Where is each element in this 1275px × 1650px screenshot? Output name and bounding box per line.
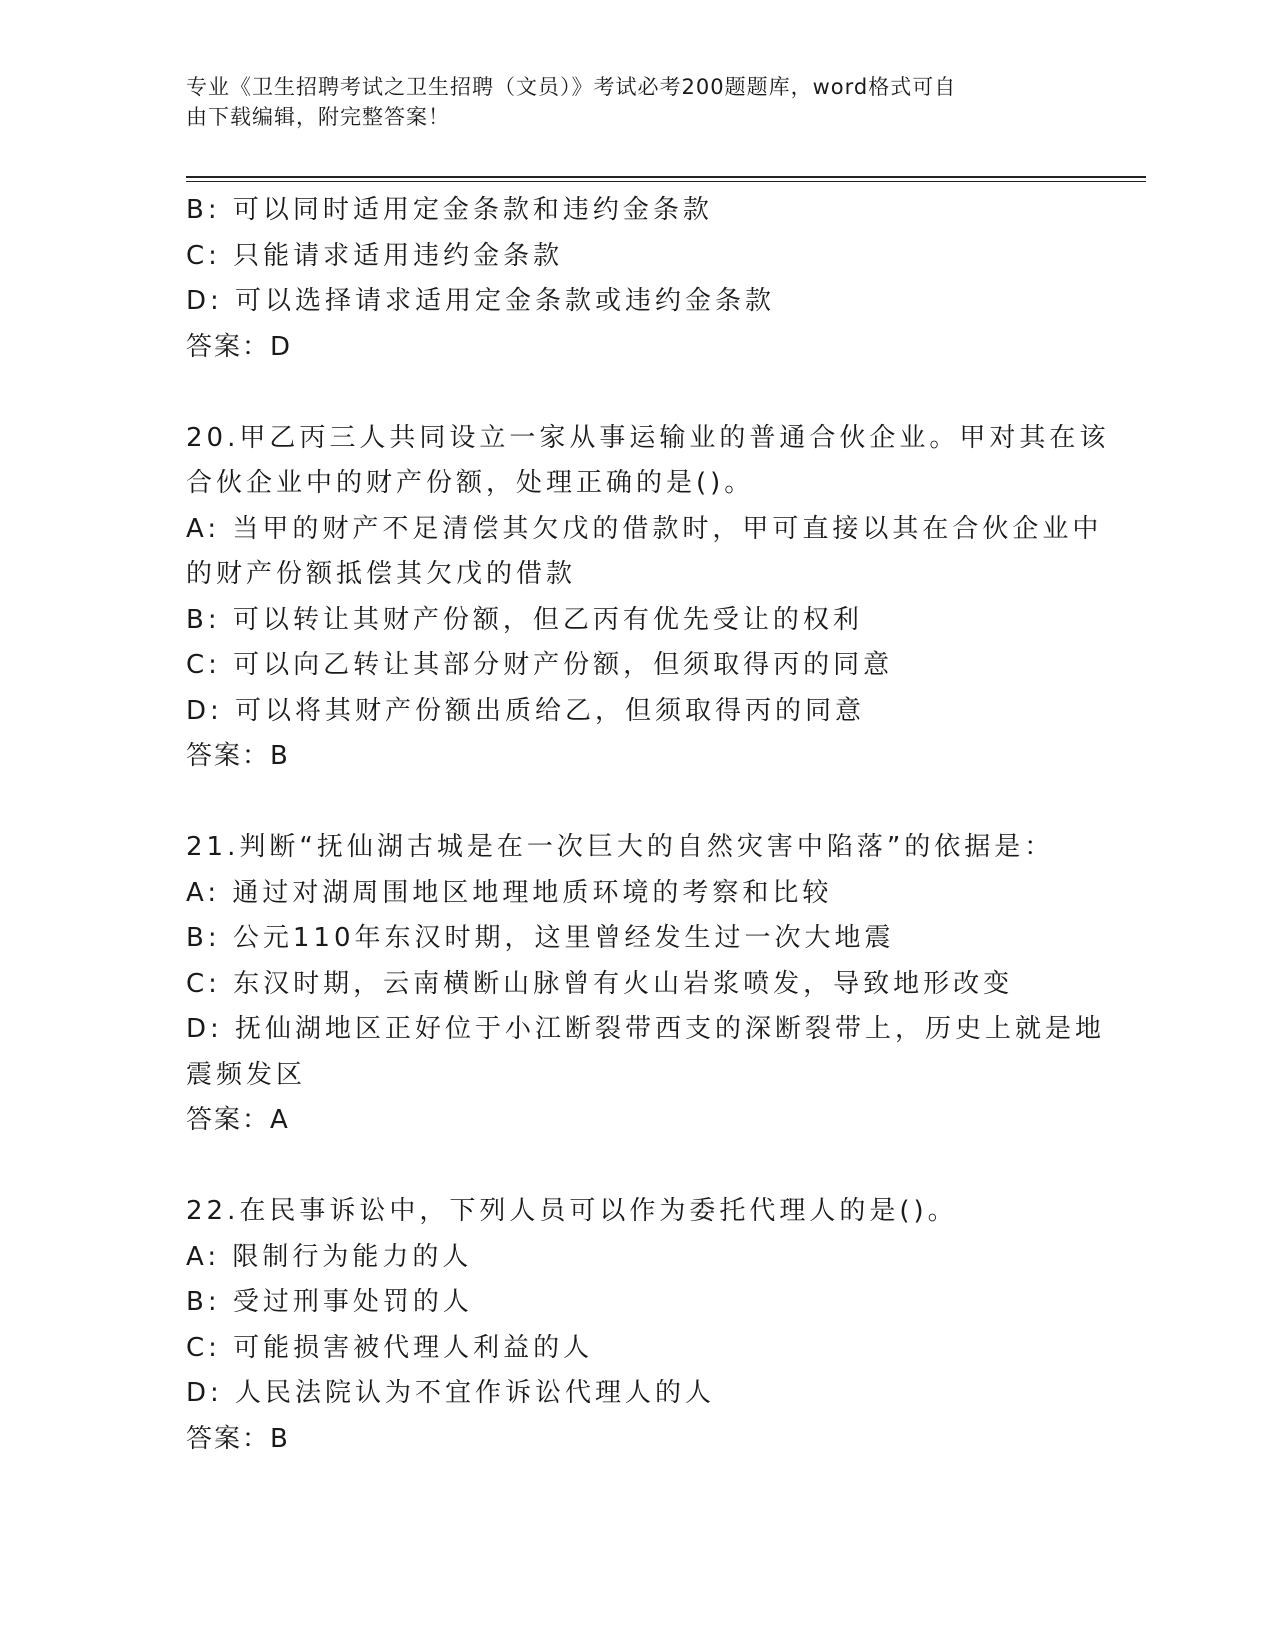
option-b: B: 可以转让其财产份额，但乙丙有优先受让的权利 — [186, 604, 863, 635]
spacer — [186, 780, 1086, 826]
answer-line: 答案：A — [186, 1105, 290, 1135]
option-d: D: 可以选择请求适用定金条款或违约金条款 — [186, 286, 776, 316]
spacer — [186, 1144, 1086, 1190]
question-stem: 20.甲乙丙三人共同设立一家从事运输业的普通合伙企业。甲对其在该 — [186, 422, 1110, 453]
option-d: D: 可以将其财产份额出质给乙，但须取得丙的同意 — [186, 695, 866, 726]
question-21 — [186, 825, 1106, 1144]
document-header — [186, 72, 1066, 132]
option-a: A: 通过对湖周围地区地理地质环境的考察和比较 — [186, 877, 833, 908]
option-c: C: 可以向乙转让其部分财产份额，但须取得丙的同意 — [186, 650, 894, 680]
option-d: 震频发区 — [186, 1059, 307, 1090]
option-d: D: 抚仙湖地区正好位于小江断裂带西支的深断裂带上，历史上就是地 — [186, 1014, 1106, 1044]
previous-question-options — [186, 188, 1086, 370]
option-c: C: 东汉时期，云南横断山脉曾有火山岩浆喷发，导致地形改变 — [186, 968, 1014, 999]
spacer — [186, 370, 1086, 416]
option-a: 的财产份额抵偿其欠戊的借款 — [186, 559, 577, 589]
option-b: B: 受过刑事处罚的人 — [186, 1287, 473, 1317]
option-c: C: 可能损害被代理人利益的人 — [186, 1332, 594, 1363]
question-stem: 21.判断“抚仙湖古城是在一次巨大的自然灾害中陷落”的依据是： — [186, 832, 1055, 862]
question-stem: 22.在民事诉讼中，下列人员可以作为委托代理人的是()。 — [186, 1196, 958, 1226]
header-line: 由下载编辑，附完整答案！ — [186, 105, 450, 129]
question-content — [186, 188, 1110, 1462]
answer-line: 答案：B — [186, 1423, 290, 1454]
question-22 — [186, 1189, 1086, 1462]
header-rule-thin — [186, 181, 1146, 182]
option-b: B: 可以同时适用定金条款和违约金条款 — [186, 195, 713, 225]
question-stem: 合伙企业中的财产份额，处理正确的是()。 — [186, 468, 755, 498]
answer-line: 答案：D — [186, 331, 293, 362]
option-a: A: 当甲的财产不足清偿其欠戊的借款时，甲可直接以其在合伙企业中 — [186, 513, 1103, 544]
question-20 — [186, 416, 1110, 780]
option-c: C: 只能请求适用违约金条款 — [186, 240, 564, 271]
header-rule — [186, 176, 1146, 178]
answer-line: 答案：B — [186, 741, 290, 771]
option-d: D: 人民法院认为不宜作诉讼代理人的人 — [186, 1378, 716, 1408]
header-line: 专业《卫生招聘考试之卫生招聘（文员）》考试必考200题题库，word格式可自 — [186, 75, 957, 99]
option-a: A: 限制行为能力的人 — [186, 1241, 473, 1272]
option-b: B: 公元110年东汉时期，这里曾经发生过一次大地震 — [186, 923, 895, 953]
